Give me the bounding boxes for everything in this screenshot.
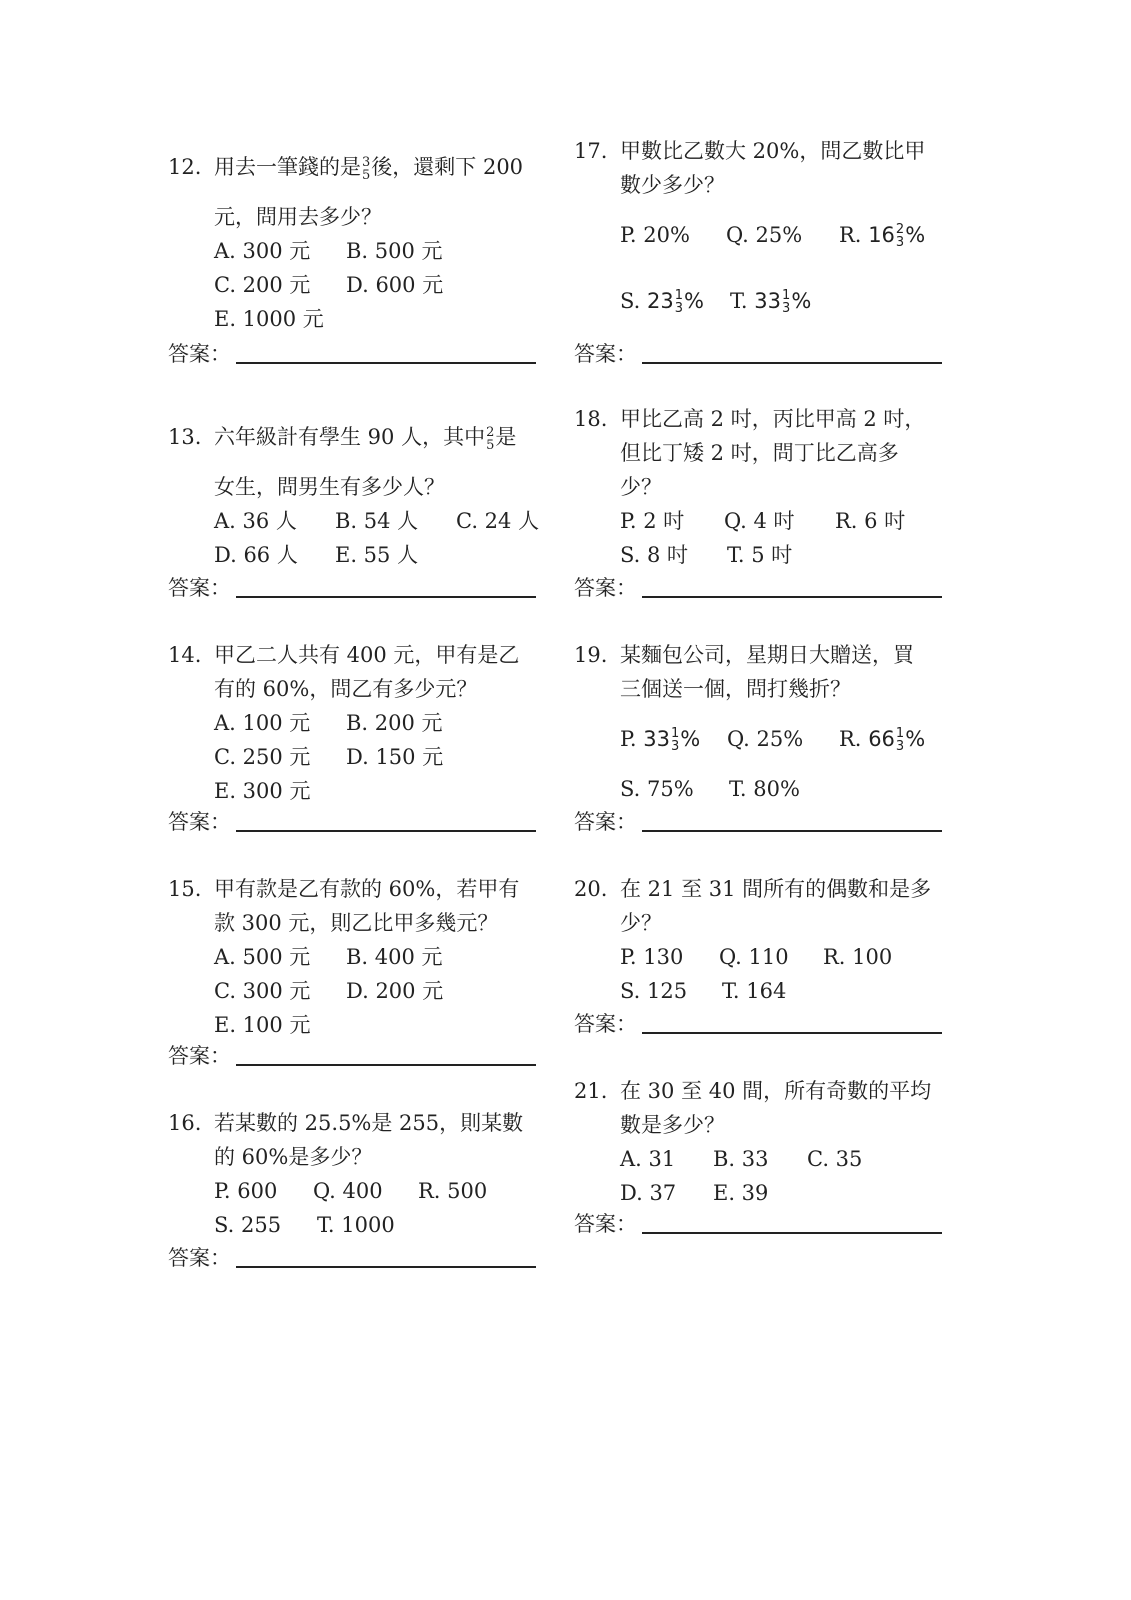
- option-p[interactable]: P. 130: [620, 945, 684, 969]
- fraction-numerator: 1: [782, 288, 791, 303]
- question-body: [620, 872, 932, 1003]
- option-t[interactable]: [730, 284, 811, 318]
- question-body: [214, 420, 540, 567]
- question-number: 17.: [574, 139, 608, 163]
- question-number: 19.: [574, 643, 608, 667]
- option-b[interactable]: B. 54 人: [335, 509, 419, 533]
- question-body: [214, 638, 520, 803]
- fraction-denominator: 3: [674, 301, 684, 316]
- option-t[interactable]: T. 80%: [729, 777, 800, 801]
- mixed-number: [868, 222, 926, 250]
- option-t[interactable]: T. 164: [722, 979, 787, 1003]
- option-e[interactable]: E. 55 人: [335, 543, 419, 567]
- answer-row-13: [168, 572, 538, 602]
- question-18: [574, 402, 954, 572]
- stem-text: 六年級計有學生 90 人，其中: [214, 425, 486, 449]
- mixed-whole: 33: [754, 289, 782, 313]
- option-p[interactable]: P. 600: [214, 1179, 278, 1203]
- option-t[interactable]: T. 1000: [317, 1213, 395, 1237]
- option-p[interactable]: P. 20%: [620, 223, 690, 247]
- option-c[interactable]: C. 35: [807, 1147, 863, 1171]
- stem-text: 是: [495, 425, 517, 449]
- question-body: [214, 1106, 524, 1237]
- question-stem-line2: 女生，問男生有多少人？: [214, 475, 445, 499]
- question-number: 21.: [574, 1079, 608, 1103]
- fraction: [671, 727, 679, 753]
- answer-label: 答案：: [574, 1212, 637, 1236]
- answer-row-14: [168, 806, 538, 836]
- answer-line[interactable]: [642, 596, 942, 598]
- option-d[interactable]: D. 150 元: [346, 745, 444, 769]
- answer-line[interactable]: [236, 1064, 536, 1066]
- question-stem-line1: [214, 420, 516, 454]
- question-stem-line1: [214, 150, 523, 184]
- question-20: [574, 872, 954, 1012]
- question-number: 16.: [168, 1111, 202, 1135]
- option-s[interactable]: S. 75%: [620, 777, 694, 801]
- option-a[interactable]: A. 100 元: [214, 711, 311, 735]
- option-b[interactable]: B. 400 元: [346, 945, 443, 969]
- question-number: 20.: [574, 877, 608, 901]
- option-c[interactable]: C. 300 元: [214, 979, 311, 1003]
- question-body: [620, 1074, 932, 1205]
- answer-row-15: [168, 1040, 538, 1070]
- option-a[interactable]: A. 31: [620, 1147, 676, 1171]
- question-19: [574, 638, 954, 808]
- answer-line[interactable]: [236, 830, 536, 832]
- question-number: 14.: [168, 643, 202, 667]
- question-body: [620, 638, 926, 801]
- option-e[interactable]: E. 1000 元: [214, 307, 324, 331]
- answer-row-21: [574, 1208, 944, 1238]
- answer-label: 答案：: [168, 810, 231, 834]
- answer-row-17: [574, 338, 944, 368]
- question-16: [168, 1106, 548, 1246]
- option-q[interactable]: Q. 4 吋: [724, 509, 795, 533]
- question-stem-line2: 數少多少？: [620, 173, 725, 197]
- fraction: [362, 156, 370, 182]
- fraction-denominator: 3: [895, 739, 905, 754]
- stem-text: 用去一筆錢的是: [214, 155, 361, 179]
- percent-sign: %: [905, 727, 926, 751]
- mixed-whole: 33: [643, 727, 670, 751]
- fraction-numerator: 1: [674, 288, 684, 303]
- fraction: [782, 289, 790, 315]
- question-stem-line2: 少？: [620, 911, 662, 935]
- fraction-numerator: 1: [895, 726, 905, 741]
- percent-sign: %: [905, 223, 926, 247]
- option-q[interactable]: Q. 110: [719, 945, 789, 969]
- fraction-denominator: 5: [362, 167, 371, 183]
- question-15: [168, 872, 548, 1042]
- answer-line[interactable]: [236, 362, 536, 364]
- fraction-denominator: 5: [486, 437, 495, 453]
- question-stem-line2: 但比丁矮 2 吋，問丁比乙高多: [620, 441, 899, 465]
- fraction: [896, 727, 904, 753]
- mixed-number: [643, 726, 701, 754]
- option-p[interactable]: P. 2 吋: [620, 509, 685, 533]
- question-stem-line2: 三個送一個，問打幾折？: [620, 677, 851, 701]
- question-stem-line1: 甲比乙高 2 吋，丙比甲高 2 吋，: [620, 407, 926, 431]
- answer-line[interactable]: [642, 1032, 942, 1034]
- option-r[interactable]: [839, 722, 925, 756]
- answer-line[interactable]: [236, 1266, 536, 1268]
- question-stem-line1: 某麵包公司，星期日大贈送，買: [620, 643, 914, 667]
- fraction-denominator: 3: [782, 301, 791, 316]
- mixed-whole: 16: [868, 223, 895, 247]
- option-b[interactable]: B. 200 元: [346, 711, 443, 735]
- mixed-number: [754, 288, 812, 316]
- option-d[interactable]: D. 600 元: [346, 273, 444, 297]
- question-12: [168, 150, 548, 340]
- fraction: [675, 289, 683, 315]
- question-stem-line1: 甲乙二人共有 400 元，甲有是乙: [214, 643, 520, 667]
- fraction-denominator: 3: [670, 739, 680, 754]
- option-r[interactable]: R. 6 吋: [835, 509, 906, 533]
- answer-label: 答案：: [574, 576, 637, 600]
- question-13: [168, 420, 548, 580]
- fraction-numerator: 2: [895, 222, 905, 237]
- question-stem-line2: 有的 60%，問乙有多少元？: [214, 677, 478, 701]
- question-17: [574, 134, 954, 324]
- option-d[interactable]: D. 66 人: [214, 543, 298, 567]
- fraction-numerator: 3: [362, 154, 371, 170]
- answer-label: 答案：: [168, 1246, 231, 1270]
- option-c[interactable]: C. 200 元: [214, 273, 311, 297]
- question-stem-line1: 甲數比乙數大 20%，問乙數比甲: [620, 139, 926, 163]
- question-stem-line1: 在 30 至 40 間，所有奇數的平均: [620, 1079, 932, 1103]
- option-d[interactable]: D. 200 元: [346, 979, 444, 1003]
- option-q[interactable]: Q. 25%: [726, 223, 803, 247]
- percent-sign: %: [680, 727, 701, 751]
- question-number: 18.: [574, 407, 608, 431]
- mixed-number: [868, 726, 926, 754]
- question-body: [214, 872, 520, 1037]
- option-q[interactable]: Q. 25%: [727, 727, 804, 751]
- option-e[interactable]: E. 39: [713, 1181, 769, 1205]
- answer-row-16: [168, 1242, 538, 1272]
- option-b[interactable]: B. 500 元: [346, 239, 443, 263]
- answer-label: 答案：: [574, 1012, 637, 1036]
- fraction: [896, 223, 904, 249]
- question-number: 15.: [168, 877, 202, 901]
- question-number: 12.: [168, 155, 202, 179]
- mixed-number: [647, 288, 704, 316]
- answer-label: 答案：: [574, 810, 637, 834]
- question-stem-line1: 甲有款是乙有款的 60%，若甲有: [214, 877, 520, 901]
- answer-line[interactable]: [642, 1232, 942, 1234]
- percent-sign: %: [791, 289, 812, 313]
- option-s[interactable]: S. 125: [620, 979, 688, 1003]
- option-e[interactable]: E. 300 元: [214, 779, 311, 803]
- question-14: [168, 638, 548, 808]
- fraction-numerator: 1: [670, 726, 680, 741]
- question-body: [214, 150, 524, 331]
- option-a[interactable]: A. 500 元: [214, 945, 311, 969]
- answer-label: 答案：: [168, 1044, 231, 1068]
- option-s[interactable]: [620, 284, 704, 318]
- question-21: [574, 1074, 954, 1214]
- option-a[interactable]: A. 36 人: [214, 509, 297, 533]
- fraction-denominator: 3: [895, 235, 905, 250]
- option-letter: T.: [730, 289, 748, 313]
- option-c[interactable]: C. 250 元: [214, 745, 311, 769]
- answer-label: 答案：: [168, 342, 231, 366]
- stem-text: 後，還剩下 200: [371, 155, 524, 179]
- question-stem-line2: 元，問用去多少？: [214, 205, 382, 229]
- answer-row-20: [574, 1008, 944, 1038]
- option-letter: R.: [839, 727, 862, 751]
- answer-line[interactable]: [236, 596, 536, 598]
- option-q[interactable]: Q. 400: [313, 1179, 383, 1203]
- question-number: 13.: [168, 425, 202, 449]
- fraction: [486, 426, 494, 452]
- answer-row-19: [574, 806, 944, 836]
- fraction-numerator: 2: [486, 424, 495, 440]
- option-p[interactable]: [620, 722, 700, 756]
- option-s[interactable]: S. 255: [214, 1213, 282, 1237]
- question-body: [620, 134, 926, 316]
- option-letter: R.: [839, 223, 862, 247]
- question-stem-line2: 款 300 元，則乙比甲多幾元？: [214, 911, 499, 935]
- mixed-whole: 23: [647, 289, 674, 313]
- answer-row-18: [574, 572, 944, 602]
- question-body: [620, 402, 926, 567]
- question-stem-line3: 少？: [620, 475, 662, 499]
- option-c[interactable]: C. 24 人: [456, 509, 540, 533]
- option-letter: P.: [620, 727, 637, 751]
- answer-row-12: [168, 338, 538, 368]
- question-stem-line1: 若某數的 25.5%是 255，則某數: [214, 1111, 524, 1135]
- question-stem-line1: 在 21 至 31 間所有的偶數和是多: [620, 877, 932, 901]
- option-b[interactable]: B. 33: [713, 1147, 769, 1171]
- answer-label: 答案：: [574, 342, 637, 366]
- option-e[interactable]: E. 100 元: [214, 1013, 311, 1037]
- percent-sign: %: [684, 289, 704, 313]
- question-stem-line2: 數是多少？: [620, 1113, 725, 1137]
- option-r[interactable]: R. 500: [418, 1179, 488, 1203]
- answer-label: 答案：: [168, 576, 231, 600]
- option-letter: S.: [620, 289, 641, 313]
- answer-line[interactable]: [642, 362, 942, 364]
- question-stem-line2: 的 60%是多少？: [214, 1145, 373, 1169]
- answer-line[interactable]: [642, 830, 942, 832]
- option-r[interactable]: [839, 218, 925, 252]
- option-d[interactable]: D. 37: [620, 1181, 677, 1205]
- option-s[interactable]: S. 8 吋: [620, 543, 689, 567]
- mixed-whole: 66: [868, 727, 895, 751]
- option-a[interactable]: A. 300 元: [214, 239, 311, 263]
- option-t[interactable]: T. 5 吋: [727, 543, 793, 567]
- option-r[interactable]: R. 100: [823, 945, 893, 969]
